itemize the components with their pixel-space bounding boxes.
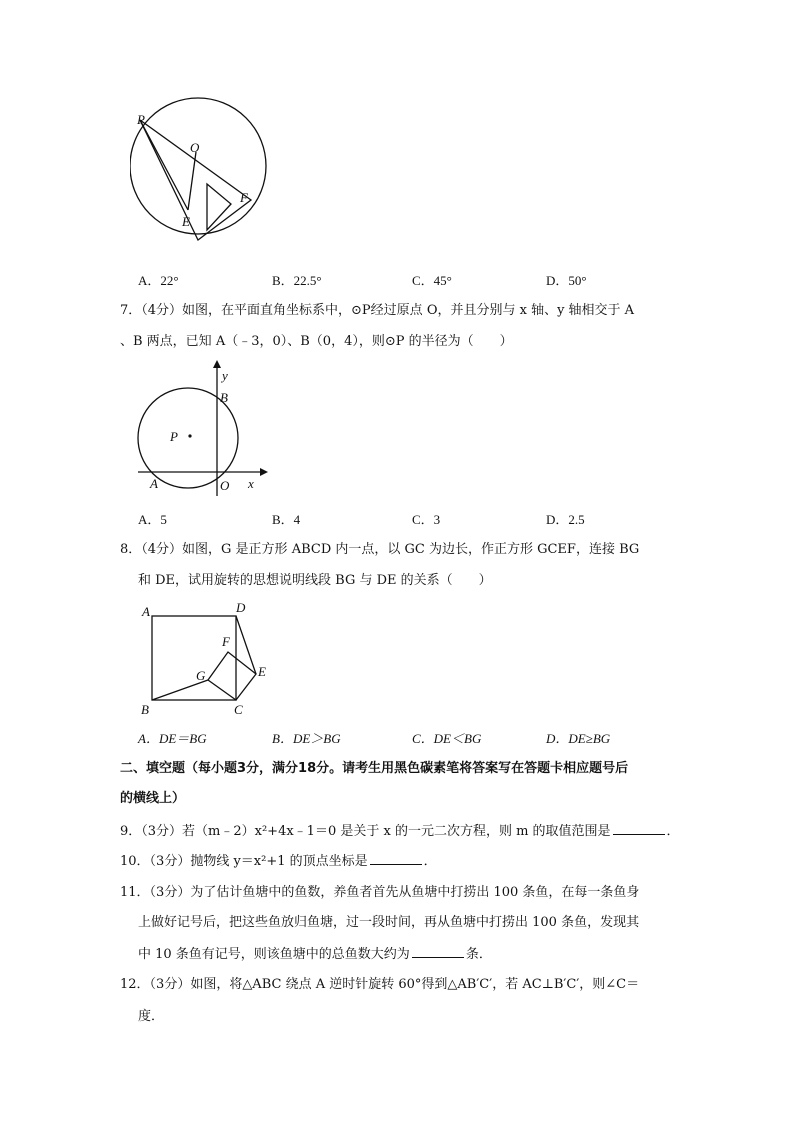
q6-segment-pe [140, 120, 188, 210]
q7-label-y: y [222, 368, 228, 383]
q11-answer-blank[interactable] [412, 945, 464, 958]
q7-label-p: P [170, 429, 178, 444]
q8-text-line2: 和 DE，试用旋转的思想说明线段 BG 与 DE 的关系（ ） [138, 573, 492, 588]
q11-text-line3 [138, 945, 492, 964]
q6-option-a: A．22° [138, 273, 179, 288]
q7-x-arrow [260, 468, 268, 476]
q7-label-x: x [248, 476, 254, 491]
q6-circle [130, 98, 266, 234]
q9-answer-blank[interactable] [613, 822, 665, 835]
q7-center-dot [188, 434, 191, 437]
q6-option-d: D．50° [546, 273, 587, 288]
q9-text-after: ． [666, 824, 680, 839]
q6-option-c: C．45° [412, 273, 452, 288]
q6-segment-oe [188, 152, 196, 210]
q8-label-a: A [142, 604, 150, 619]
q8-label-g: G [196, 668, 206, 683]
q7-y-arrow [213, 360, 221, 368]
q11-text-line1: 11．（3分）为了估计鱼塘中的鱼数，养鱼者首先从鱼塘中打捞出 100 条鱼，在每一条鱼身 [120, 885, 640, 900]
q8-option-a: A．DE＝BG [138, 731, 207, 746]
q8-label-e: E [258, 664, 266, 679]
q8-label-f: F [222, 634, 230, 649]
q8-label-d: D [236, 600, 246, 615]
q6-figure [130, 92, 280, 252]
q8-text-line1: 8．（4分）如图，G 是正方形 ABCD 内一点，以 GC 为边长，作正方形 GCEF，连接 BG [120, 542, 640, 557]
q8-option-d: D．DE≥BG [546, 731, 611, 746]
q10-text [120, 852, 437, 871]
q7-text-line2: 、B 两点，已知 A（﹣3，0）、B（0，4），则⊙P 的半径为（ ） [120, 334, 513, 349]
q7-option-a: A．5 [138, 512, 167, 527]
q6-triangle-outer [140, 120, 251, 240]
q10-text-before: 10．（3分）抛物线 y＝x²+1 的顶点坐标是 [120, 854, 368, 869]
q10-answer-blank[interactable] [370, 852, 422, 865]
q9-text [120, 822, 680, 841]
q8-option-b: B．DE＞BG [272, 731, 341, 746]
q6-label-p: P [137, 112, 145, 127]
q8-square-gcef [208, 652, 256, 700]
q8-segment-bg [152, 680, 208, 700]
q11-text-after: 条． [465, 947, 492, 962]
q12-text-line2: 度． [138, 1009, 165, 1024]
q6-triangle-inner [207, 184, 231, 230]
q12-text-line1: 12．（3分）如图，将△ABC 绕点 A 逆时针旋转 60°得到△AB′C′，若 AC⊥B′C′，则∠C＝ [120, 977, 640, 992]
q7-option-b: B．4 [272, 512, 301, 527]
q8-label-c: C [234, 702, 243, 717]
q10-text-after: ． [423, 854, 437, 869]
q7-label-o: O [220, 478, 230, 493]
q9-text-before: 9．（3分）若（m﹣2）x²+4x﹣1＝0 是关于 x 的一元二次方程，则 m 的取值范围是 [120, 824, 611, 839]
q7-label-b: B [220, 390, 228, 405]
q8-option-c: C．DE＜BG [412, 731, 482, 746]
q6-option-b: B．22.5° [272, 273, 322, 288]
q7-label-a: A [150, 476, 158, 491]
q7-option-d: D．2.5 [546, 512, 585, 527]
q7-figure [134, 358, 274, 502]
q8-label-b: B [141, 702, 149, 717]
q6-label-f: F [240, 190, 248, 205]
q6-label-e: E [182, 214, 190, 229]
q8-segment-de [236, 616, 256, 674]
q8-figure [138, 600, 278, 720]
q7-text-line1: 7．（4分）如图，在平面直角坐标系中，⊙P经过原点 O，并且分别与 x 轴、y 轴相交于 A [120, 303, 635, 318]
section2-heading-line1: 二、填空题（每小题3分，满分18分。请考生用黑色碳素笔将答案写在答题卡相应题号后 [120, 761, 629, 776]
q11-text-before: 中 10 条鱼有记号，则该鱼塘中的总鱼数大约为 [138, 947, 410, 962]
q11-text-line2: 上做好记号后，把这些鱼放归鱼塘，过一段时间，再从鱼塘中打捞出 100 条鱼，发现其 [138, 915, 640, 930]
q7-option-c: C．3 [412, 512, 441, 527]
section2-heading-line2: 的横线上） [120, 791, 186, 806]
q6-label-o: O [190, 140, 200, 155]
